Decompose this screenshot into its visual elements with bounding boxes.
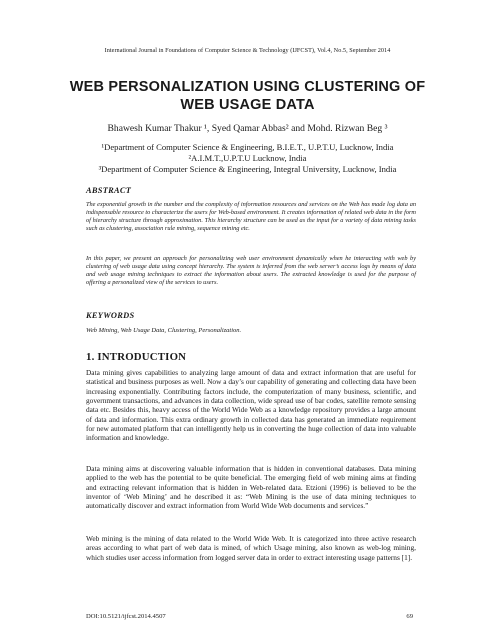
author-list: Bhawesh Kumar Thakur ¹, Syed Qamar Abbas² and Mohd. Rizwan Beg ³ <box>107 123 388 134</box>
journal-header: International Journal in Foundations of Computer Science & Technology (IJFCST), Vol.4, No.5, September 2014 <box>104 47 391 54</box>
page-number: 69 <box>406 613 413 620</box>
doi-footer: DOI:10.5121/ijfcst.2014.4507 <box>86 613 166 620</box>
title-line-1: WEB PERSONALIZATION USING CLUSTERING OF <box>69 79 426 95</box>
paper-title <box>60 78 435 114</box>
keywords-heading: KEYWORDS <box>86 311 135 320</box>
affiliations <box>0 142 495 175</box>
affiliation-3: ³Department of Computer Science & Engineering, Integral University, Lucknow, India <box>98 164 397 174</box>
title-line-2: WEB USAGE DATA <box>180 97 315 113</box>
abstract-heading: ABSTRACT <box>86 186 132 195</box>
abstract-paragraph-2: In this paper, we present an approach for personalizing web user environment dynamically when he interacting with web by clustering of web usage data using concept hierarchy. The system is inferred from the web server’s access logs by means of data and web usage mining techniques to extract the information about users. The extracted knowledge is used for the purpose of offering a personalized view of the services to users. <box>86 255 416 287</box>
intro-paragraph-1: Data mining gives capabilities to analyzing large amount of data and extract information that are useful for statistical and business purposes as well. Now a day’s our capability of generating and collecting data have been increasing exponentially. Contributing factors include, the computerization of many business, scientific, and government transactions, and advances in data collection, wide spread use of bar codes, satellite remote sensing data etc. Besides this, heavy access of the World Wide Web as a knowledge repository provides a large amount of data and information. This extra ordinary growth in collected data has generated an immediate requirement for new automated platform that can intelligently help us in converting the huge collection of data into valuable information and knowledge. <box>86 368 416 443</box>
affiliation-1: ¹Department of Computer Science & Engineering, B.I.E.T., U.P.T.U, Lucknow, India <box>101 142 394 152</box>
intro-paragraph-3: Web mining is the mining of data related to the World Wide Web. It is categorized into three active research areas according to what part of web data is mined, of which Usage mining, also known as web-log mining, which studies user access information from logged server data in order to extract interesting usage patterns [1]. <box>86 534 416 562</box>
keywords-text: Web Mining, Web Usage Data, Clustering, Personalization. <box>86 327 242 334</box>
abstract-paragraph-1: The exponential growth in the number and the complexity of information resources and services on the Web has made log data an indispensable resource to characterize the users for Web-based environment. It creates information of related web data in the form of hierarchy structure through approximation. This hierarchy structure can be used as the input for a variety of data mining tasks such as clustering, association rule mining, sequence mining etc. <box>86 201 416 233</box>
intro-paragraph-2: Data mining aims at discovering valuable information that is hidden in conventional databases. Data mining applied to the web has the potential to be quite beneficial. The emerging field of web mining aims at finding and extracting relevant information that is hidden in Web-related data. Etzioni (1996) is believed to be the inventor of ‘Web Mining’ and he described it as: “Web Mining is the use of data mining techniques to automatically discover and extract information from World Wide Web documents and services.” <box>86 464 416 511</box>
affiliation-2: ²A.I.M.T.,U.P.T.U Lucknow, India <box>188 153 307 163</box>
introduction-heading: 1. INTRODUCTION <box>86 351 187 363</box>
